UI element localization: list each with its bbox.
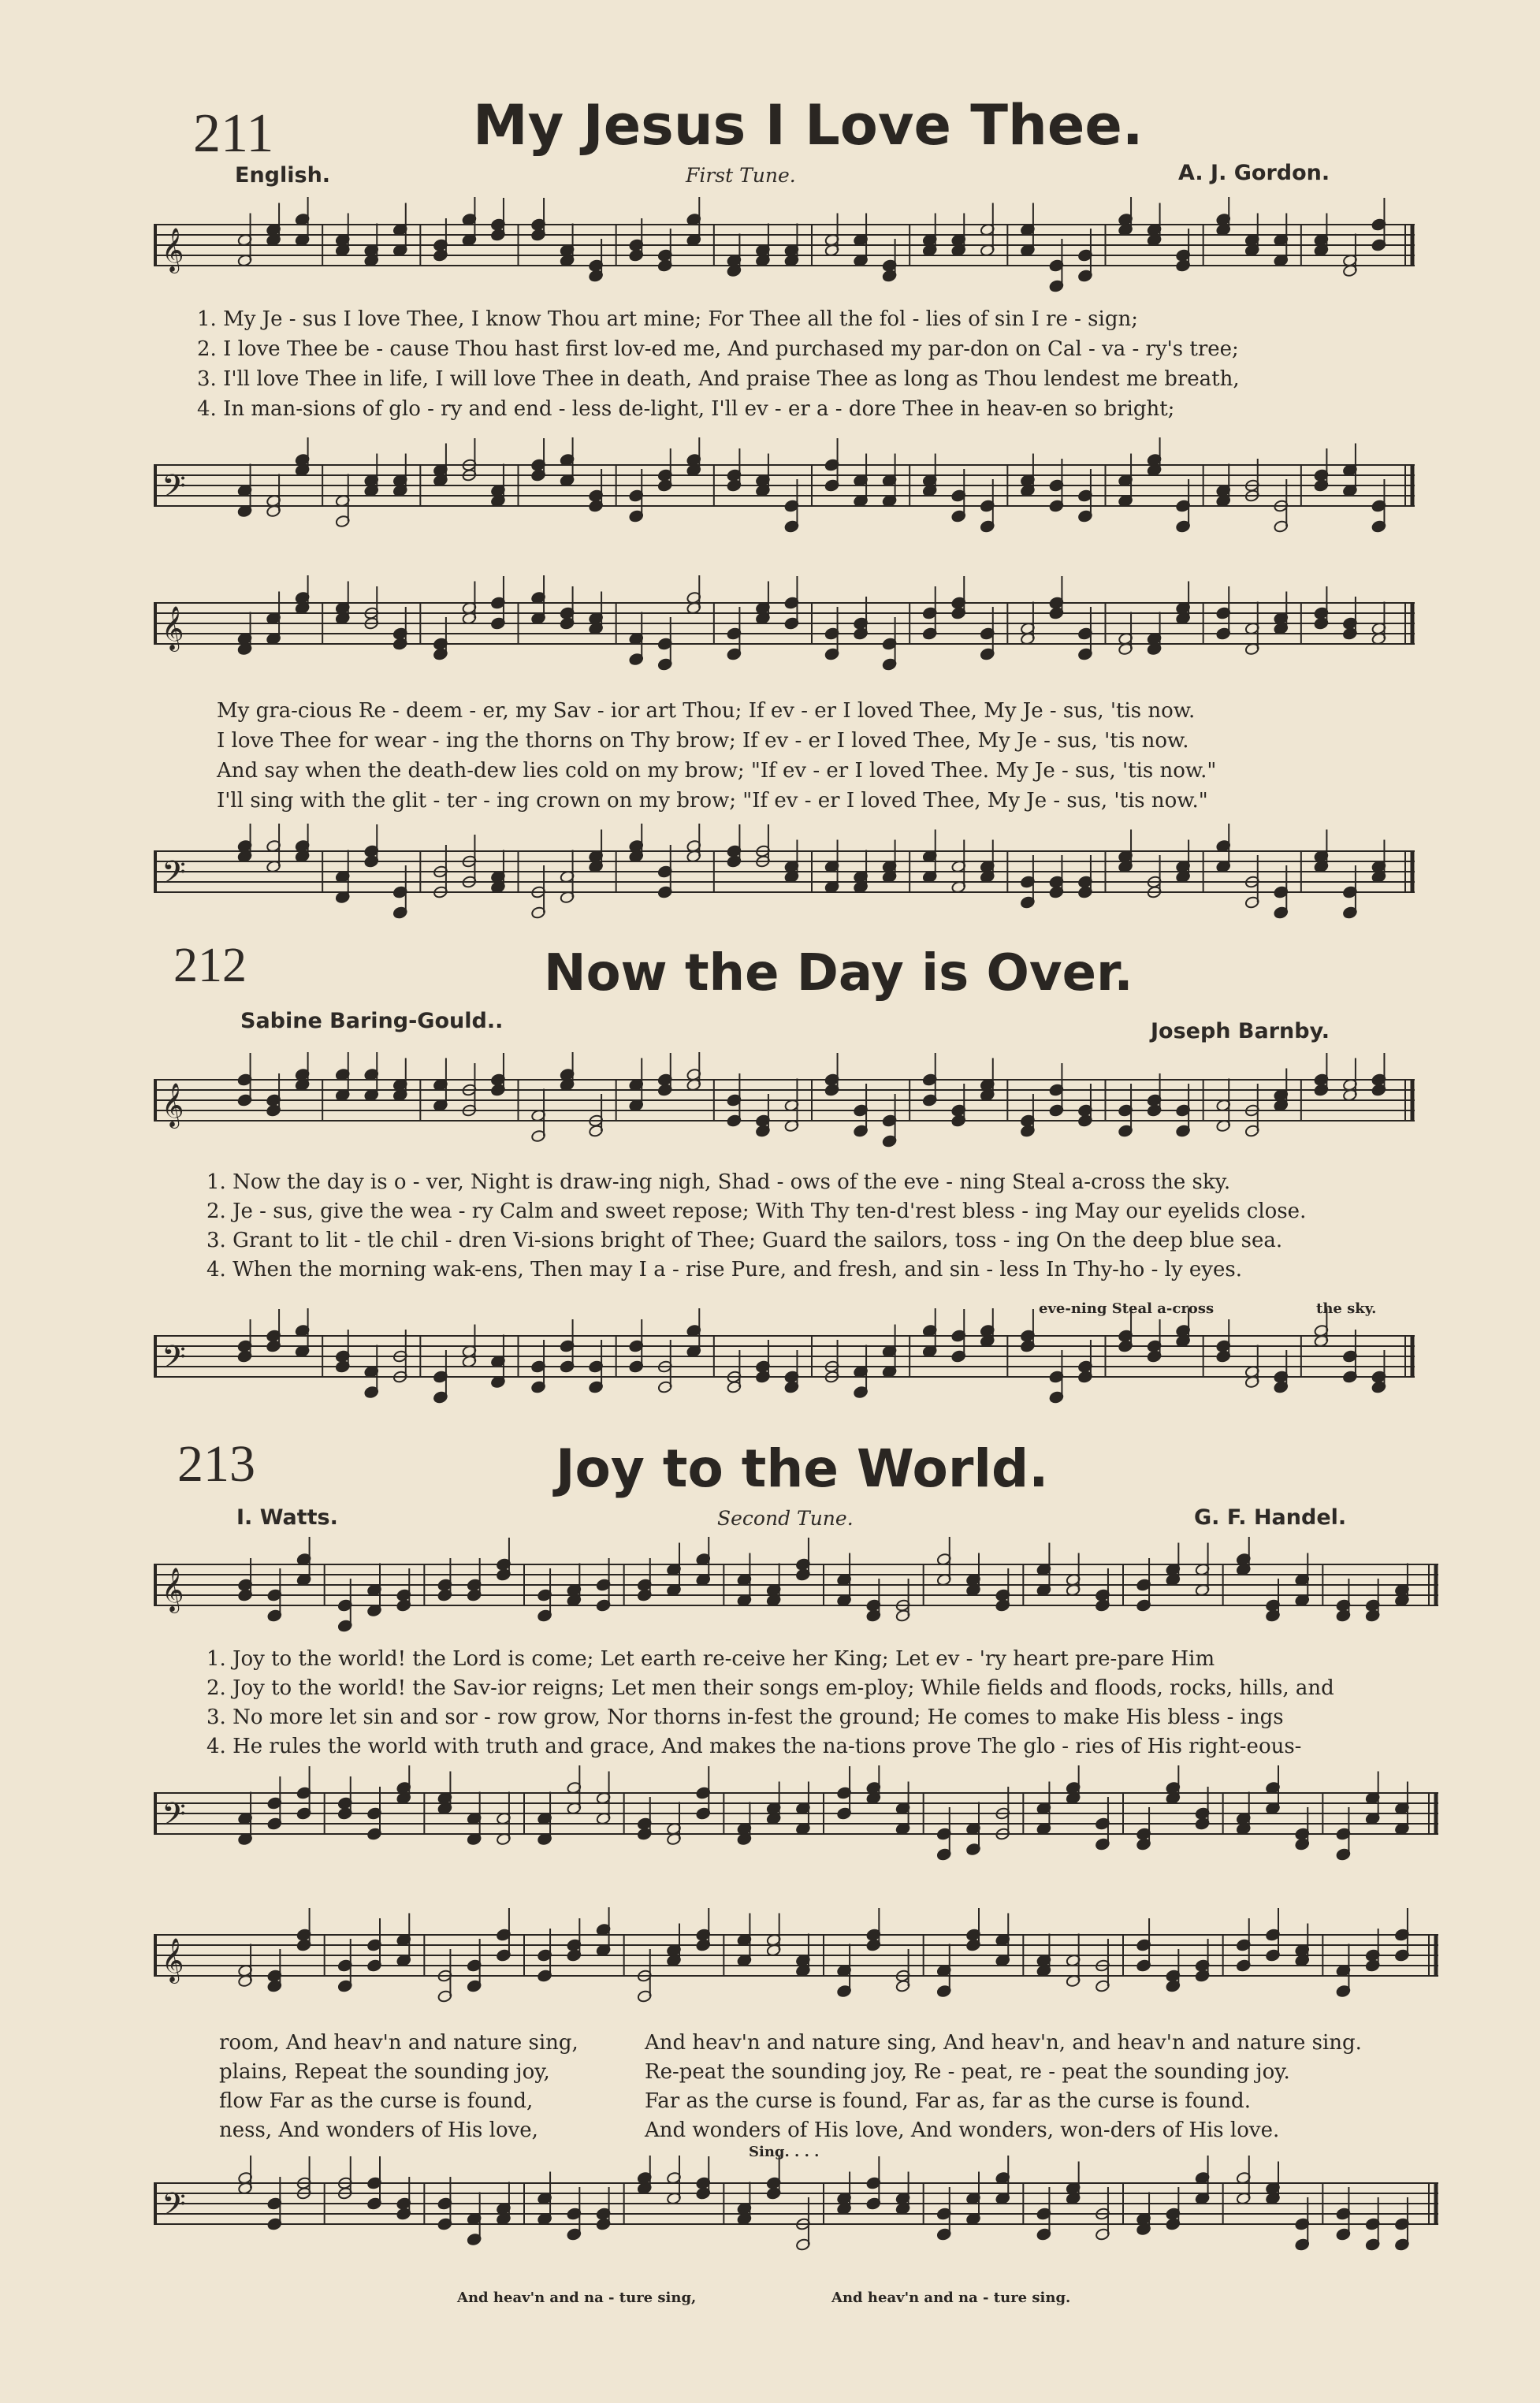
verse-line: 4. He rules the world with truth and grace, And makes the na-tions prove The glo - ries of His right-eous- (206, 1735, 1302, 1758)
bass-staff (154, 2156, 1438, 2258)
svg-text:𝄞: 𝄞 (162, 228, 184, 272)
svg-text:𝄞: 𝄞 (162, 1568, 184, 1612)
bass-cue-text: And heav'n and na - ture sing. (831, 2290, 1071, 2306)
treble-staff (154, 1052, 1415, 1155)
verse-line: I love Thee for wear - ing the thorns on Thy brow; If ev - er I loved Thee, My Je - sus, 'tis now. (217, 729, 1189, 753)
bass-staff (154, 1308, 1415, 1411)
verse-line: And heav'n and nature sing, And heav'n, and heav'n and nature sing. (645, 2031, 1362, 2055)
bass-staff (154, 437, 1415, 540)
treble-staff (154, 1907, 1438, 2010)
verse-line: And say when the death-dew lies cold on my brow; "If ev - er I loved Thee. My Je - sus, 'tis now." (217, 759, 1217, 783)
verse-line: And wonders of His love, And wonders, won-ders of His love. (645, 2118, 1280, 2142)
verse-line: 1. Now the day is o - ver, Night is draw-ing nigh, Shad - ows of the eve - ning Steal a-cross the sky. (206, 1170, 1231, 1194)
music-credit: G. F. Handel. (1194, 1505, 1347, 1530)
verse-line: 1. Joy to the world! the Lord is come; Let earth re-ceive her King; Let ev - 'ry heart pre-pare Him (206, 1647, 1215, 1671)
verse-line: 4. When the morning wak-ens, Then may I a - rise Pure, and fresh, and sin - less In Thy-ho - ly eyes. (206, 1258, 1242, 1281)
hymn-number: 212 (173, 939, 247, 992)
hymn-number: 211 (193, 103, 274, 164)
words-credit: Sabine Baring-Gould.. (240, 1009, 504, 1033)
sing-cue: Sing. . . . (749, 2144, 820, 2160)
svg-text:𝄞: 𝄞 (162, 606, 184, 650)
verse-line: Re-peat the sounding joy, Re - peat, re - peat the sounding joy. (645, 2060, 1290, 2084)
verse-line: 3. Grant to lit - tle chil - dren Vi-sions bright of Thee; Guard the sailors, toss - ing On the deep blue sea. (206, 1229, 1283, 1252)
verse-line: 1. My Je - sus I love Thee, I know Thou art mine; For Thee all the fol - lies of sin I re - sign; (197, 307, 1138, 331)
verse-line: room, And heav'n and nature sing, (219, 2031, 578, 2055)
verse-line: 2. Joy to the world! the Sav-ior reigns; Let men their songs em-ploy; While fields and floods, rocks, hills, and (206, 1676, 1334, 1700)
verse-line: 2. I love Thee be - cause Thou hast first lov-ed me, And purchased my par-don on Cal - va - ry's tree; (197, 337, 1239, 361)
svg-text:𝄢: 𝄢 (162, 1796, 186, 1840)
verse-line: 4. In man-sions of glo - ry and end - less de-light, I'll ev - er a - dore Thee in heav-en so bright; (197, 397, 1175, 421)
music-credit: A. J. Gordon. (1178, 161, 1330, 185)
verse-line: My gra-cious Re - deem - er, my Sav - ior art Thou; If ev - er I loved Thee, My Je - sus, 'tis now. (217, 699, 1196, 723)
verse-line: 2. Je - sus, give the wea - ry Calm and sweet repose; With Thy ten-d'rest bless - ing May our eyelids close. (206, 1200, 1307, 1223)
svg-text:𝄢: 𝄢 (162, 468, 186, 512)
hymn-title: Joy to the World. (556, 1438, 1049, 1499)
bass-cue-text: eve-ning Steal a-cross (1039, 1300, 1215, 1317)
svg-text:𝄢: 𝄢 (162, 1339, 186, 1383)
verse-line: 3. I'll love Thee in life, I will love Thee in death, And praise Thee as long as Thou lendest me breath, (197, 367, 1240, 391)
bass-staff (154, 824, 1415, 926)
hymn-title: Now the Day is Over. (544, 944, 1133, 1002)
hymn-number: 213 (177, 1435, 255, 1493)
svg-text:𝄢: 𝄢 (162, 2186, 186, 2230)
music-credit: Joseph Barnby. (1151, 1019, 1330, 1043)
bass-cue-text: And heav'n and na - ture sing, (457, 2290, 697, 2306)
bass-staff (154, 1765, 1438, 1868)
svg-text:𝄢: 𝄢 (162, 854, 186, 898)
tune-label: Second Tune. (717, 1507, 854, 1530)
treble-staff (154, 197, 1415, 299)
treble-staff (154, 1537, 1438, 1639)
words-credit: I. Watts. (236, 1505, 338, 1530)
words-credit: English. (235, 163, 331, 188)
verse-line: plains, Repeat the sounding joy, (219, 2060, 550, 2084)
bass-cue-text: the sky. (1316, 1300, 1377, 1317)
treble-staff (154, 575, 1415, 678)
svg-text:𝄞: 𝄞 (162, 1083, 184, 1127)
verse-line: Far as the curse is found, Far as, far as the curse is found. (645, 2089, 1251, 2113)
svg-text:𝄞: 𝄞 (162, 1938, 184, 1982)
verse-line: I'll sing with the glit - ter - ing crown on my brow; "If ev - er I loved Thee, My Je - sus, 'tis now." (217, 789, 1208, 813)
hymn-title: My Jesus I Love Thee. (473, 93, 1144, 158)
verse-line: ness, And wonders of His love, (219, 2118, 538, 2142)
verse-line: 3. No more let sin and sor - row grow, Nor thorns in-fest the ground; He comes to make His bless - ings (206, 1706, 1284, 1729)
verse-line: flow Far as the curse is found, (219, 2089, 534, 2113)
tune-label: First Tune. (686, 164, 796, 187)
